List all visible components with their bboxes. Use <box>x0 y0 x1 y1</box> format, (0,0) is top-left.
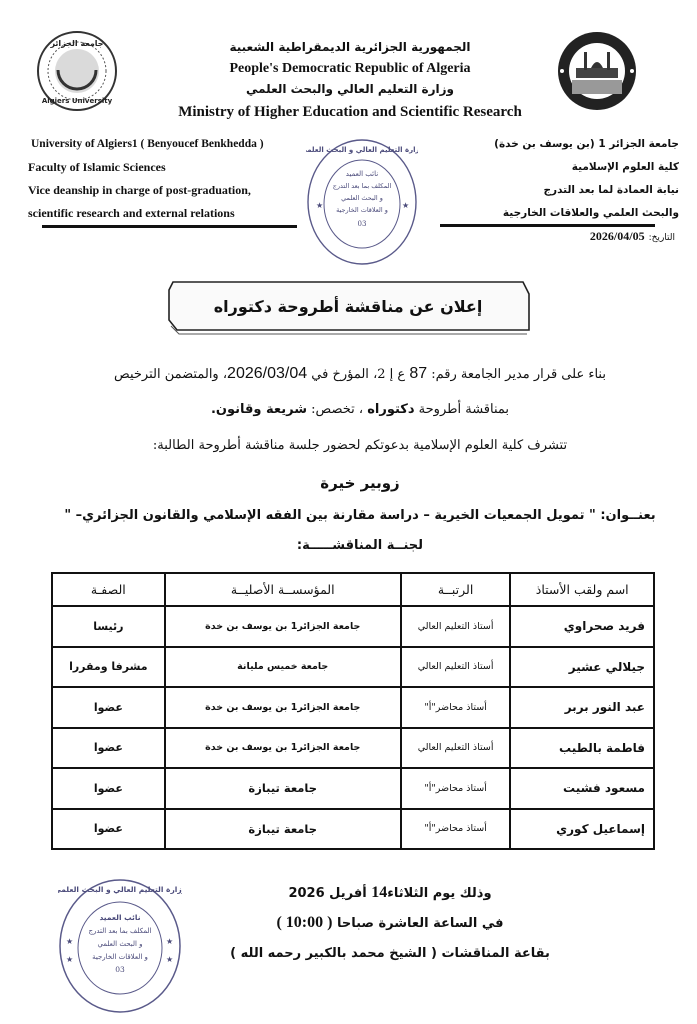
decision-date: 2026/03/04 <box>227 365 308 382</box>
svg-text:و العلاقات الخارجية: و العلاقات الخارجية <box>336 206 388 214</box>
member-rank: أستاذ محاضر"أ" <box>401 809 511 850</box>
decision-number: 87 <box>409 365 428 382</box>
svg-text:★: ★ <box>166 937 174 946</box>
day-prefix: وذلك يوم الثلاثاء <box>387 886 492 901</box>
decision-reference: ع إ 2، <box>373 367 406 382</box>
university-arabic: جامعة الجزائر 1 (بن يوسف بن خدة) <box>494 138 679 150</box>
faculty-islamic-sciences-seal-icon <box>556 30 638 112</box>
member-institution: جامعة الجزائر1 بن يوسف بن خدة <box>165 606 401 647</box>
svg-text:03: 03 <box>115 965 125 974</box>
month-year: أفريل 2026 <box>288 886 367 901</box>
time-prefix: في الساعة العاشرة صباحا <box>336 916 504 931</box>
member-institution: جامعة تيبازة <box>165 809 401 850</box>
member-rank: أستاذ التعليم العالي <box>401 606 511 647</box>
member-rank: أستاذ محاضر"أ" <box>401 768 511 809</box>
table-header-row <box>52 573 654 606</box>
republic-arabic: الجمهورية الجزائرية الديمقراطية الشعبية <box>229 40 471 54</box>
right-divider <box>440 224 655 227</box>
svg-text:★: ★ <box>166 955 174 964</box>
svg-text:★: ★ <box>402 201 410 210</box>
member-name: جيلالي عشير <box>510 647 654 688</box>
ministry-english: Ministry of Higher Education and Scientific Research <box>178 104 522 120</box>
sender-english-block <box>28 133 298 225</box>
svg-text:وزارة التعليم العالي و البحث ا: وزارة التعليم العالي و البحث العلمي <box>306 146 418 154</box>
algiers-university-seal-icon <box>36 30 118 112</box>
member-name: مسعود فشيت <box>510 768 654 809</box>
header-name: اسم ولقب الأستاذ <box>510 573 654 606</box>
member-name: إسماعيل كوري <box>510 809 654 850</box>
table-row <box>52 728 654 769</box>
official-stamp-top <box>306 138 418 266</box>
svg-text:المكلف بما بعد التدرج: المكلف بما بعد التدرج <box>332 182 392 190</box>
defense-venue: بقاعة المناقشات ( الشيخ محمد بالكبير رحمه الله ) <box>230 946 550 961</box>
member-institution: جامعة الجزائر1 بن يوسف بن خدة <box>165 728 401 769</box>
member-rank: أستاذ التعليم العالي <box>401 728 511 769</box>
day-number: 14 <box>371 884 388 901</box>
member-rank: أستاذ التعليم العالي <box>401 647 511 688</box>
vice-deanship-arabic-line1: نيابة العمادة لما بعد التدرج <box>543 184 679 196</box>
official-stamp-bottom <box>58 878 182 1014</box>
member-institution: جامعة الجزائر1 بن يوسف بن خدة <box>165 687 401 728</box>
svg-text:و البحث العلمي: و البحث العلمي <box>341 194 383 202</box>
member-institution: جامعة خميس مليانة <box>165 647 401 688</box>
degree: دكتوراه <box>367 402 415 417</box>
member-name: فاطمة بالطيب <box>510 728 654 769</box>
table-row <box>52 809 654 850</box>
defense-date <box>200 884 580 902</box>
document-date <box>590 229 675 244</box>
announcement-title: إعلان عن مناقشة أطروحة دكتوراه <box>213 296 483 316</box>
table-row <box>52 606 654 647</box>
svg-text:جامعة الجزائر: جامعة الجزائر <box>50 39 104 48</box>
vice-deanship-arabic-line2: والبحث العلمي والعلاقات الخارجية <box>502 207 679 219</box>
svg-text:المكلف بما بعد التدرج: المكلف بما بعد التدرج <box>88 927 152 935</box>
speciality: شريعة وقانون. <box>210 402 308 417</box>
header-role: الصفـة <box>52 573 165 606</box>
member-name: عبد النور بربر <box>510 687 654 728</box>
member-role: عضوا <box>52 687 165 728</box>
committee-label: لجنــة المناقشـــــة: <box>296 538 424 553</box>
svg-text:و البحث العلمي: و البحث العلمي <box>97 940 143 948</box>
date-label: التاريخ: <box>648 233 675 243</box>
member-role: عضوا <box>52 728 165 769</box>
faculty-english: Faculty of Islamic Sciences <box>28 160 166 174</box>
member-role: عضوا <box>52 809 165 850</box>
table-row <box>52 647 654 688</box>
defense-time <box>200 914 580 932</box>
table-row <box>52 768 654 809</box>
defense-prefix: بمناقشة أطروحة <box>418 402 510 417</box>
svg-text:03: 03 <box>357 220 367 228</box>
svg-text:★: ★ <box>316 201 324 210</box>
svg-text:و العلاقات الخارجية: و العلاقات الخارجية <box>92 953 148 961</box>
university-english: University of Algiers1 ( Benyoucef Benkhedda ) <box>31 138 264 150</box>
decision-prefix: بناء على قرار مدير الجامعة رقم: <box>431 367 606 382</box>
faculty-arabic: كلية العلوم الإسلامية <box>571 161 679 173</box>
decision-paragraph <box>40 365 680 383</box>
invitation-text: تتشرف كلية العلوم الإسلامية بدعوتكم لحضور جلسة مناقشة أطروحة الطالبة: <box>152 438 568 453</box>
defense-authorization <box>40 402 680 417</box>
svg-text:★: ★ <box>66 955 74 964</box>
thesis-title: " تمويل الجمعيات الخيرية – دراسة مقارنة بين الفقه الإسلامي والقانون الجزائري– " <box>64 508 596 523</box>
member-institution: جامعة تيبازة <box>165 768 401 809</box>
member-role: رئيسا <box>52 606 165 647</box>
member-rank: أستاذ محاضر"أ" <box>401 687 511 728</box>
sender-arabic-block <box>439 133 679 225</box>
ministry-arabic: وزارة التعليم العالي والبحث العلمي <box>245 82 455 96</box>
svg-text:★: ★ <box>66 937 74 946</box>
svg-text:وزارة التعليم العالي و البحث ا: وزارة التعليم العالي و البحث العلمي <box>58 885 182 894</box>
svg-text:نائب العميد: نائب العميد <box>345 170 379 178</box>
svg-text:Algiers University: Algiers University <box>41 97 113 105</box>
decision-date-prefix: المؤرخ في <box>311 367 369 382</box>
header-institution: المؤسســة الأصليــة <box>165 573 401 606</box>
decision-suffix: ، والمتضمن الترخيص <box>114 367 228 382</box>
member-role: عضوا <box>52 768 165 809</box>
republic-english: People's Democratic Republic of Algeria <box>229 61 471 76</box>
announcement-title-box <box>165 276 531 336</box>
vice-deanship-english-line2: scientific research and external relations <box>28 206 235 220</box>
time-value: ( 10:00 ) <box>276 914 333 931</box>
thesis-line <box>60 508 660 523</box>
date-value: 2026/04/05 <box>589 229 645 243</box>
speciality-label: ، تخصص: <box>311 402 364 417</box>
committee-table <box>51 572 655 850</box>
thesis-label: بعنــوان: <box>600 508 656 523</box>
vice-deanship-english-line1: Vice deanship in charge of post-graduation, <box>28 183 251 197</box>
member-role: مشرفا ومقررا <box>52 647 165 688</box>
table-row <box>52 687 654 728</box>
student-name: زوبير خيرة <box>320 474 400 492</box>
member-name: فريد صحراوي <box>510 606 654 647</box>
header-rank: الرتبــة <box>401 573 511 606</box>
left-divider <box>42 225 297 228</box>
svg-text:نائب العميد: نائب العميد <box>99 913 141 922</box>
